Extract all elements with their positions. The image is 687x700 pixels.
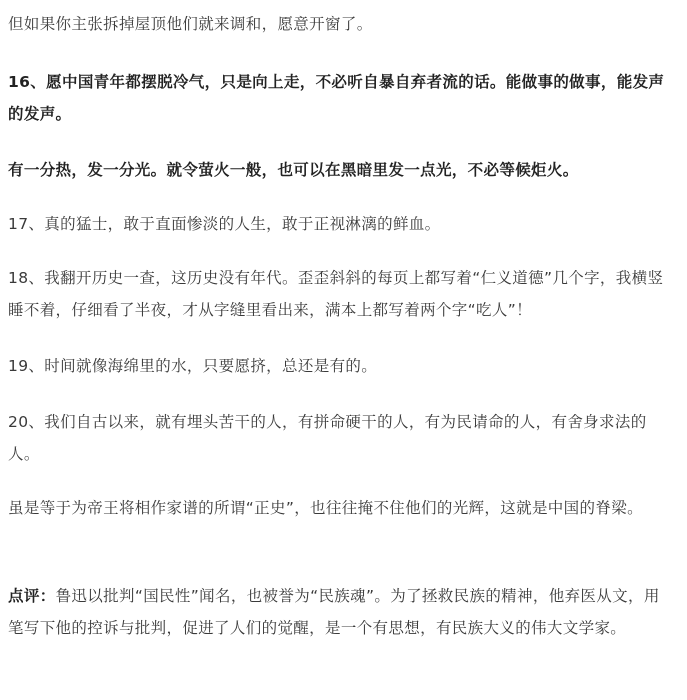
quote-20-continued: 虽是等于为帝王将相作家谱的所谓“正史”，也往往掩不住他们的光辉，这就是中国的脊梁。 bbox=[8, 499, 643, 517]
quote-16-continued: 有一分热，发一分光。就令萤火一般，也可以在黑暗里发一点光，不必等候炬火。 bbox=[8, 161, 579, 179]
quote-17: 17、真的猛士，敢于直面惨淡的人生，敢于正视淋漓的鲜血。 bbox=[8, 215, 441, 233]
paragraph-intro-line: 但如果你主张拆掉屋顶他们就来调和，愿意开窗了。 bbox=[8, 15, 373, 33]
quote-18: 18、我翻开历史一查，这历史没有年代。歪歪斜斜的每页上都写着“仁义道德”几个字，我横竖睡不着，仔细看了半夜，才从字缝里看出来，满本上都写着两个字“吃人”！ bbox=[8, 269, 664, 319]
commentary-label: 点评： bbox=[8, 587, 56, 605]
commentary-text: 鲁迅以批判“国民性”闻名，也被誉为“民族魂”。为了拯救民族的精神，他弃医从文，用笔写下他的控诉与批判，促进了人们的觉醒，是一个有思想，有民族大义的伟大文学家。 bbox=[8, 587, 660, 637]
quote-16: 16、愿中国青年都摆脱冷气，只是向上走，不必听自暴自弃者流的话。能做事的做事，能发声的发声。 bbox=[8, 73, 665, 123]
commentary bbox=[8, 580, 668, 644]
quote-20: 20、我们自古以来，就有埋头苦干的人，有拼命硬干的人，有为民请命的人，有舍身求法的人。 bbox=[8, 413, 647, 463]
quote-19: 19、时间就像海绵里的水，只要愿挤，总还是有的。 bbox=[8, 357, 378, 375]
